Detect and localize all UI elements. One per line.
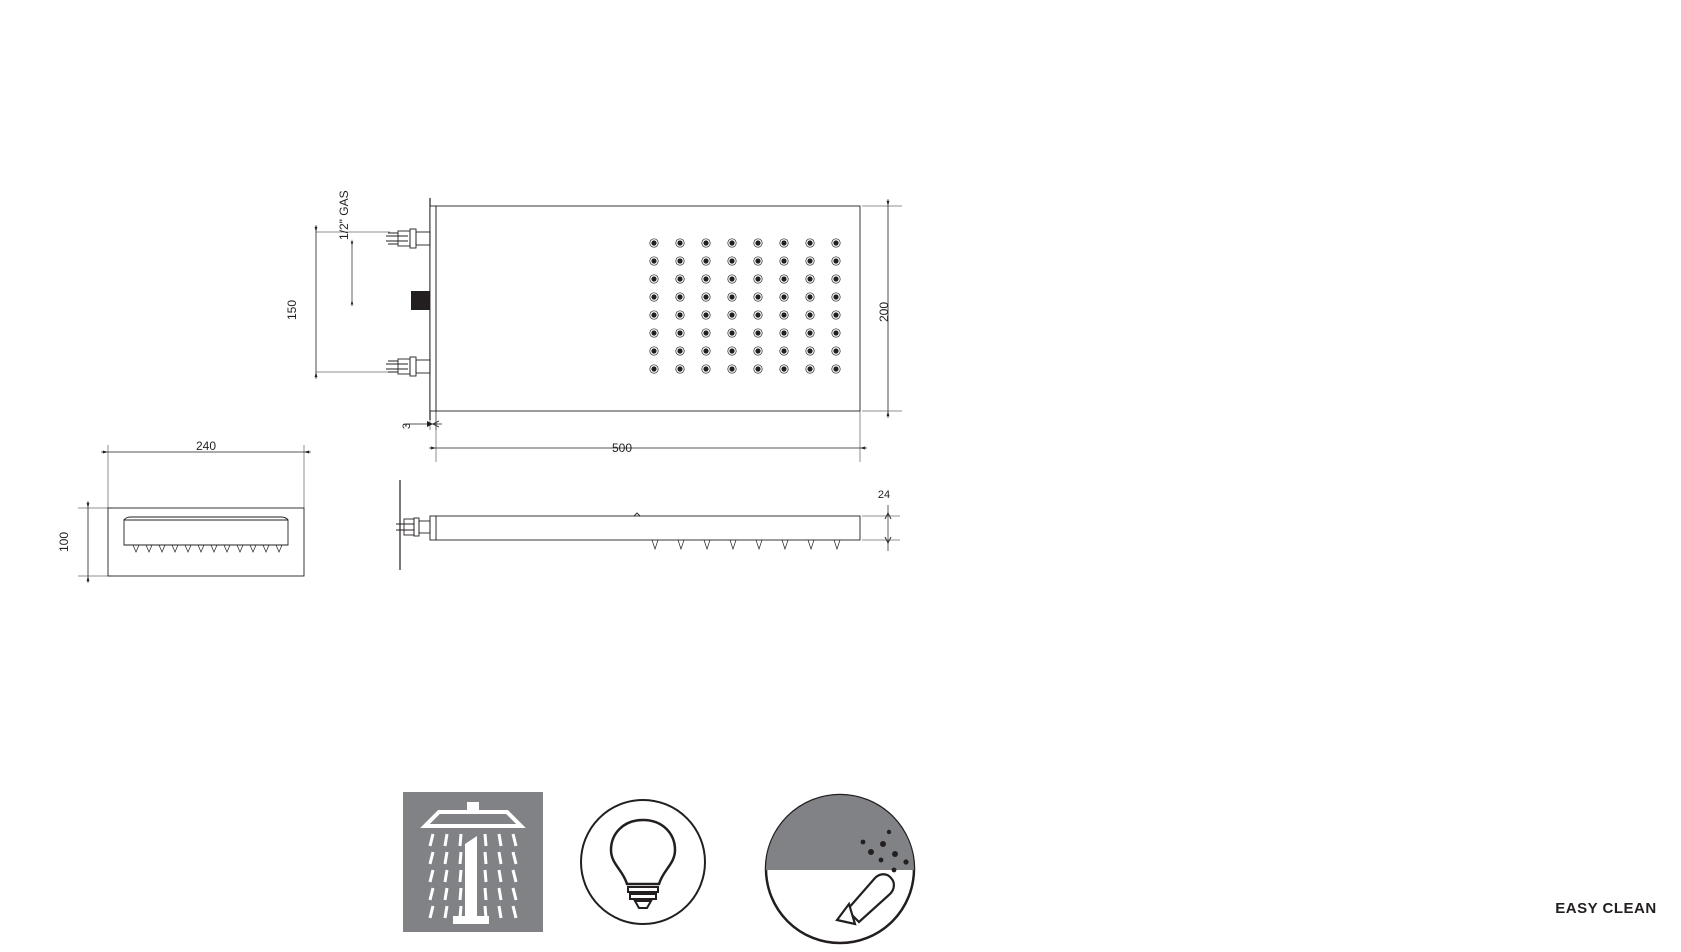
- dim-150-label: 150: [285, 299, 299, 321]
- thread-label: 1/2" GAS: [337, 190, 351, 240]
- easy-clean-label: EASY CLEAN: [1555, 900, 1657, 917]
- dim-200-label: 200: [877, 301, 891, 323]
- dim-240-label: 240: [195, 439, 217, 453]
- dim-24-label: 24: [877, 489, 891, 501]
- feature-icons: [0, 780, 1657, 950]
- dim-3-label: 3: [401, 422, 413, 430]
- light-bulb-icon: [573, 792, 713, 932]
- dim-100-label: 100: [57, 531, 71, 553]
- dim-500-label: 500: [611, 441, 633, 455]
- easy-clean-icon: [763, 792, 1657, 947]
- rain-shower-icon: [403, 792, 543, 932]
